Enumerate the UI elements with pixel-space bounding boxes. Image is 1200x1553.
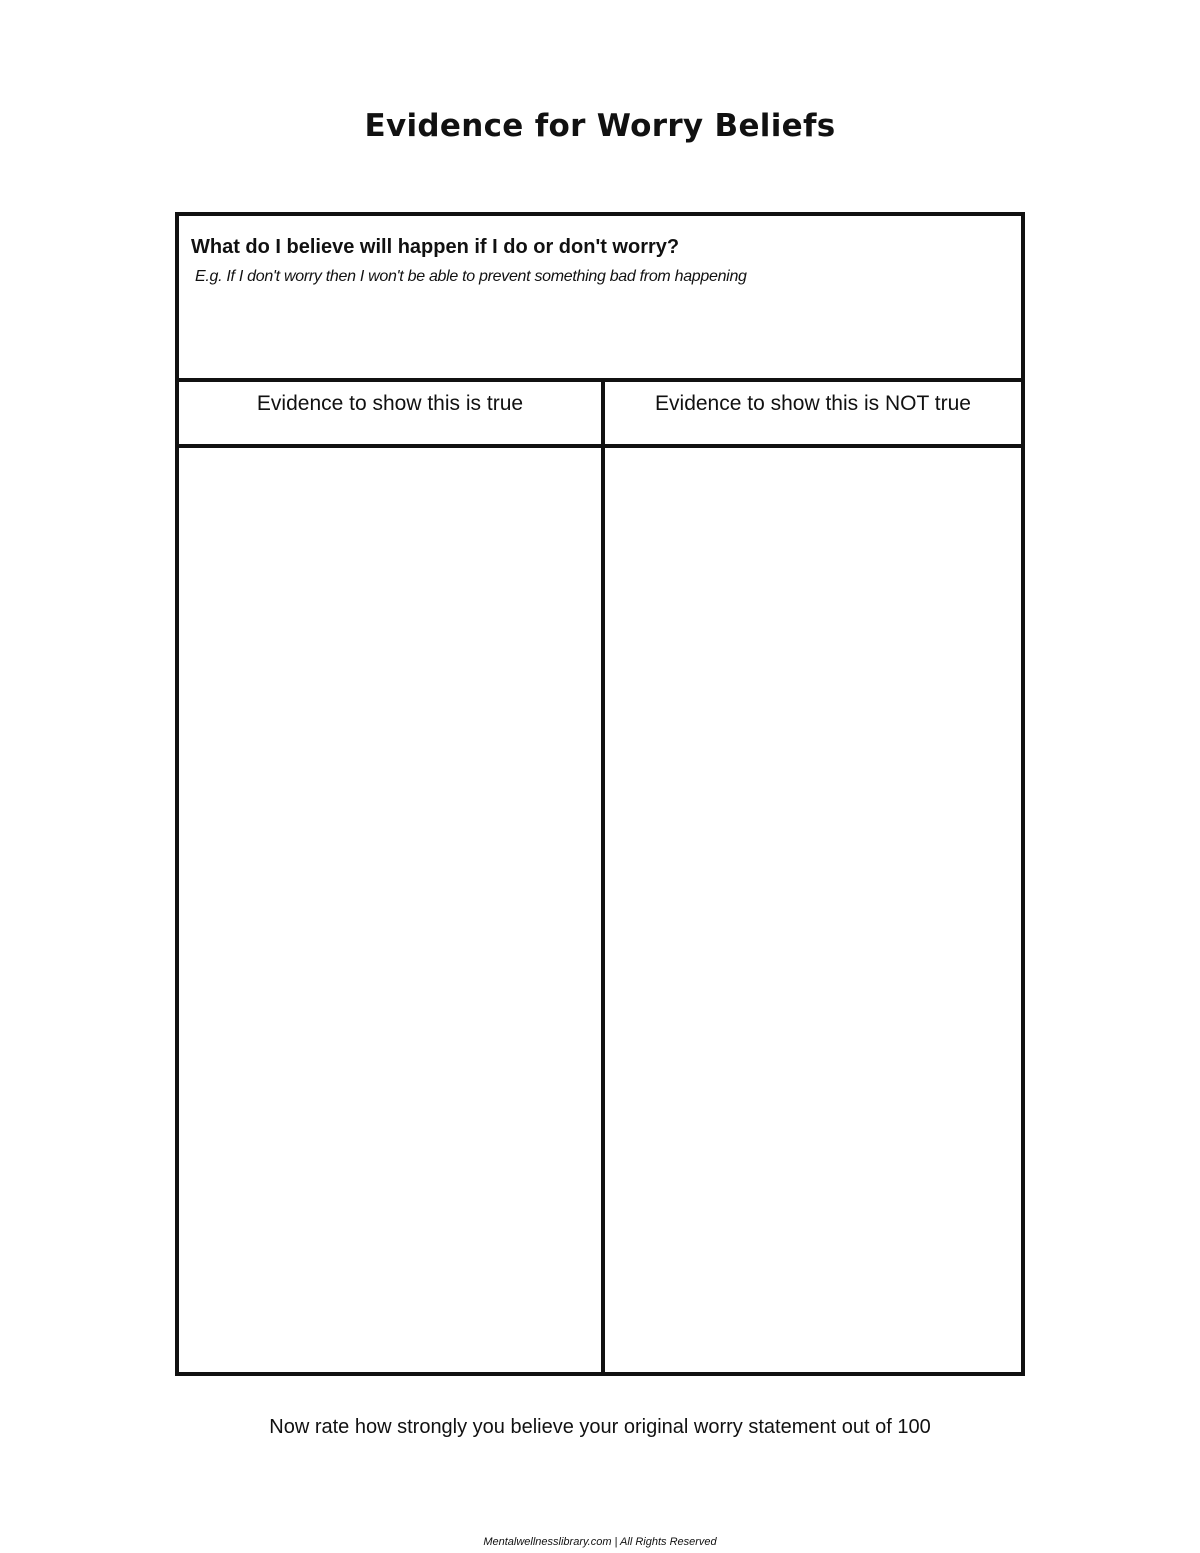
evidence-true-area[interactable] [179,448,601,1372]
page-title: Evidence for Worry Beliefs [364,108,836,144]
belief-example: E.g. If I don't worry then I won't be able to prevent something bad from happening [195,268,747,285]
belief-box[interactable] [179,216,1021,382]
evidence-true-header: Evidence to show this is true [256,392,524,415]
footer-copyright: Mentalwellnesslibrary.com | All Rights Reserved [483,1536,717,1548]
evidence-not-true-area[interactable] [605,448,1021,1372]
rating-prompt: Now rate how strongly you believe your original worry statement out of 100 [269,1416,931,1438]
belief-question: What do I believe will happen if I do or don't worry? [191,236,680,258]
evidence-not-true-header: Evidence to show this is NOT true [655,392,971,415]
worksheet-table [175,212,1025,1376]
column-header-row [179,382,1021,448]
